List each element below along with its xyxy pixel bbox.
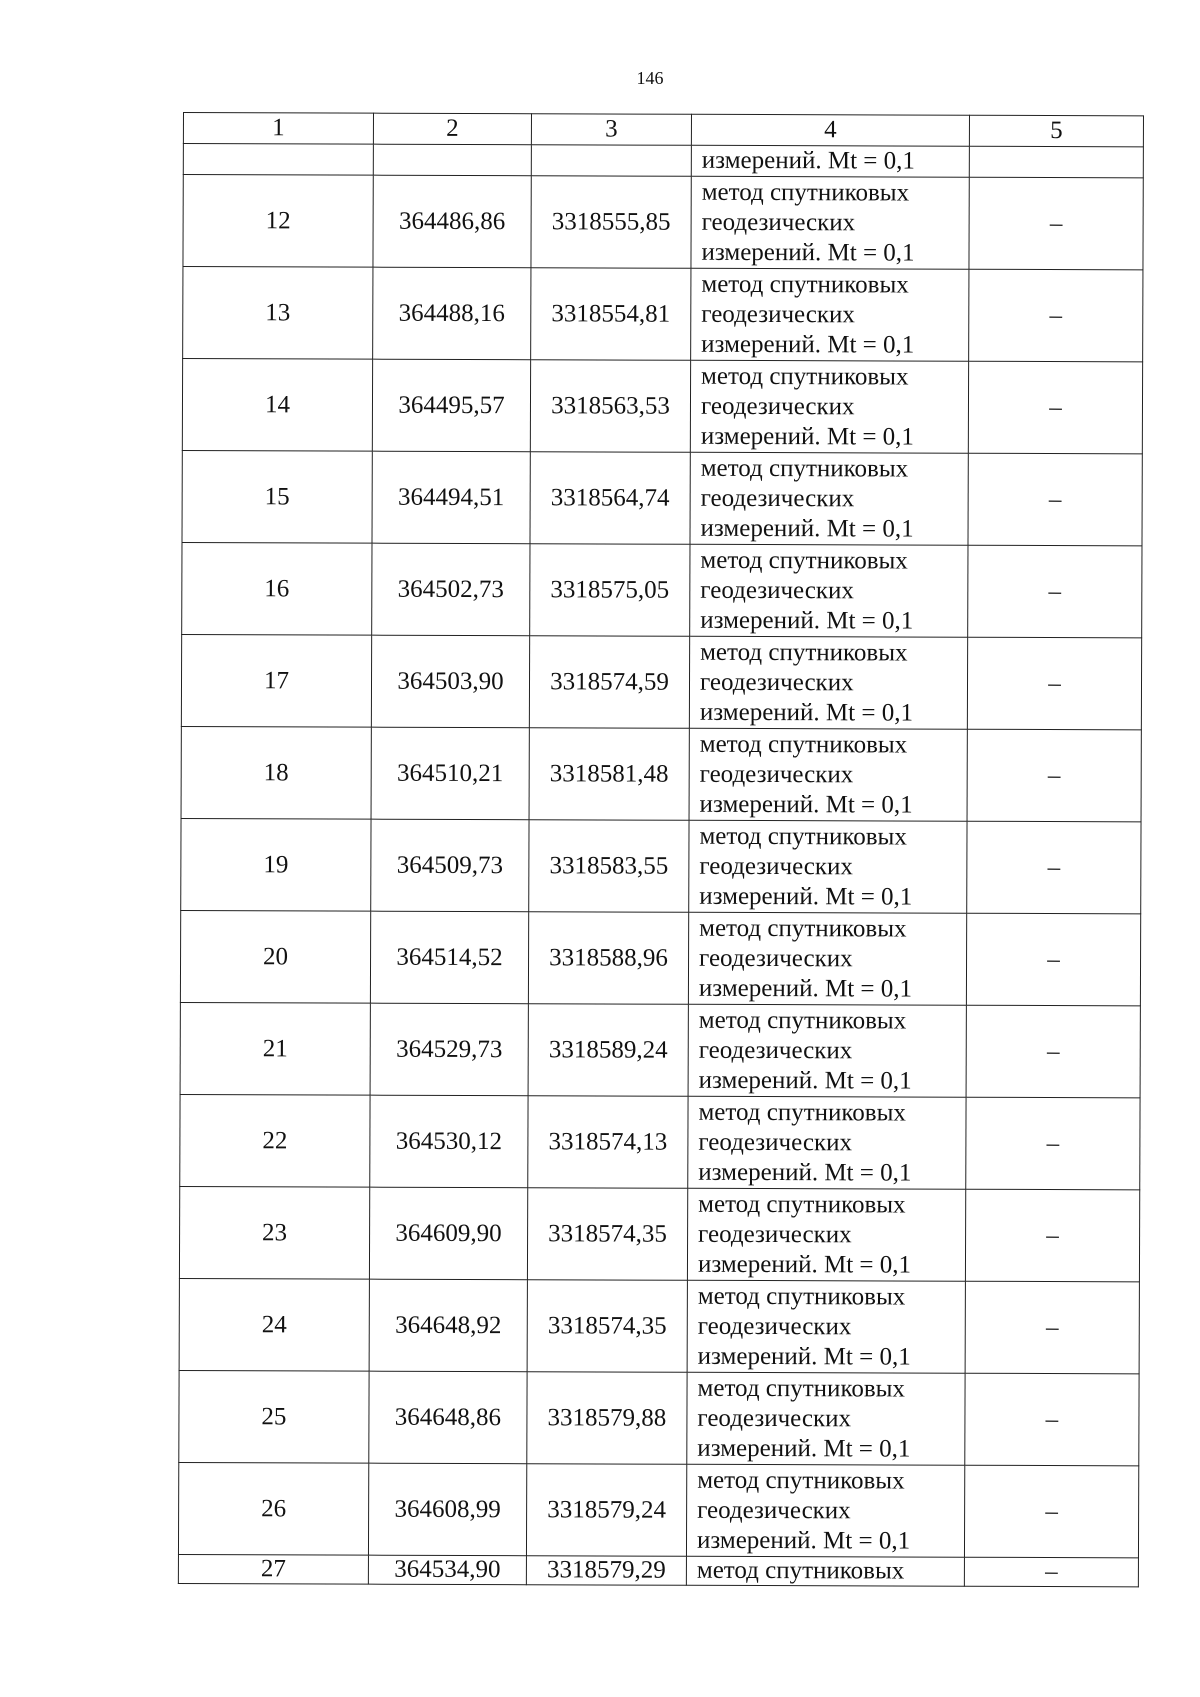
cell-method [686,1556,964,1586]
method-line: геодезических [700,576,854,604]
cell-method [686,1464,964,1557]
table-row [182,359,1142,454]
cell-col5: – [965,1373,1139,1466]
table-row [180,910,1140,1005]
table-row [182,450,1142,545]
cell-x: 364648,86 [369,1371,527,1464]
cell-col5: – [966,1005,1140,1098]
cell-col5: – [965,1189,1139,1282]
cell-point-number: 21 [180,1002,370,1095]
cell-col5: – [964,1465,1138,1558]
cell-x: 364494,51 [372,451,530,544]
cell-method [690,360,968,453]
method-line: метод спутниковых [701,178,910,207]
cell-y [531,145,691,177]
table-row [182,542,1142,637]
cell-method [688,1096,966,1189]
cell-col5: – [968,453,1142,546]
table-row [179,1186,1139,1281]
method-line: метод спутниковых [699,914,907,943]
method-line: геодезических [698,1128,853,1156]
coordinates-table [178,112,1144,1587]
method-line: геодезических [698,1036,853,1064]
cell-y: 3318554,81 [531,268,691,361]
cell-point-number: 19 [181,818,371,911]
cell-point-number: 24 [179,1278,369,1371]
cell-y: 3318574,13 [528,1096,688,1189]
method-line: измерений. Mt = 0,1 [701,238,915,267]
method-line: геодезических [697,1404,852,1432]
cell-point-number: 27 [178,1554,368,1584]
cell-y: 3318589,24 [528,1004,688,1097]
cell-point-number: 15 [182,450,372,543]
method-line: геодезических [701,208,856,236]
table-row [180,1094,1140,1189]
cell-method [687,1188,965,1281]
table-row [180,1002,1140,1097]
cell-x: 364529,73 [370,1003,528,1096]
method-line: геодезических [698,1220,852,1248]
table-row [179,1278,1139,1373]
cell-col5: – [966,913,1140,1006]
cell-method [690,544,968,637]
cell-y: 3318574,59 [529,636,689,729]
cell-col5: – [967,637,1141,730]
cell-col5: – [964,1557,1138,1587]
cell-y: 3318575,05 [530,544,690,637]
cell-col5: – [967,729,1141,822]
cell-y: 3318555,85 [531,176,691,269]
method-line: измерений. Mt = 0,1 [700,514,914,543]
cell-point-number: 16 [182,542,372,635]
cell-y: 3318588,96 [528,912,688,1005]
page-number: 146 [636,68,664,88]
cell-point-number: 12 [183,175,373,268]
cell-y: 3318563,53 [530,360,690,453]
method-line: измерений. Mt = 0,1 [697,1342,911,1371]
cell-point-number: 18 [181,726,371,819]
cell-y: 3318574,35 [527,1280,687,1373]
method-line: измерений. Mt = 0,1 [701,330,915,359]
cell-x: 364648,92 [369,1279,527,1372]
cell-method [690,452,968,545]
cell-col5: – [968,361,1142,454]
cell-method: измерений. Mt = 0,1 [691,145,969,177]
cell-y: 3318574,35 [527,1188,687,1281]
method-line: геодезических [699,760,854,788]
cell-point-number: 13 [183,267,373,360]
cell-y: 3318579,88 [527,1372,687,1465]
cell-point-number: 23 [179,1186,369,1279]
method-line: метод спутниковых [701,362,909,391]
method-line: измерений. Mt = 0,1 [697,1434,911,1463]
cell-y: 3318564,74 [530,452,690,545]
method-line: метод спутниковых [700,638,908,667]
method-line: геодезических [700,484,855,512]
method-line: метод спутниковых [700,546,908,575]
table-row [181,818,1141,913]
method-line: измерений. Mt = 0,1 [698,1158,912,1187]
cell-x: 364488,16 [373,267,531,360]
cell-method [691,268,969,361]
method-line: геодезических [699,944,853,972]
method-line: геодезических [697,1312,852,1340]
cell-point-number: 26 [178,1462,368,1555]
cell-point-number [183,144,373,176]
cell-x: 364530,12 [370,1095,528,1188]
cell-x: 364609,90 [369,1187,527,1280]
method-line: измерений. Mt = 0,1 [700,606,914,635]
cell-point-number: 17 [181,634,371,727]
method-line: метод спутниковых [699,730,908,759]
method-line: измерений. Mt = 0,1 [698,974,913,1003]
coordinates-table-wrapper [178,112,1143,1587]
method-line: измерений. Mt = 0,1 [700,422,914,451]
method-line: измерений. Mt = 0,1 [699,882,913,911]
cell-x: 364608,99 [368,1463,526,1556]
cell-y: 3318579,24 [526,1464,686,1557]
method-line: метод спутниковых [697,1466,905,1495]
header-row [183,113,1143,147]
table-row [179,1370,1139,1465]
method-line: метод спутниковых [699,822,907,851]
cell-point-number: 25 [179,1370,369,1463]
cell-y: 3318583,55 [529,820,689,913]
cell-x: 364510,21 [371,727,529,820]
cell-method [688,1004,966,1097]
cell-method [691,176,969,269]
method-line: метод спутниковых [698,1098,906,1127]
header-cell-3: 3 [531,114,691,146]
method-line: метод спутниковых [697,1374,906,1403]
method-line: измерений. Mt = 0,1 [698,1066,912,1095]
table-row [181,726,1141,821]
method-line: геодезических [701,300,855,328]
method-line: геодезических [699,852,854,880]
cell-y: 3318581,48 [529,728,689,821]
method-line: метод спутниковых [697,1282,906,1311]
cell-col5: – [969,269,1143,362]
cell-point-number: 14 [182,359,372,452]
method-line: метод спутниковых [698,1006,907,1035]
cell-x: 364486,86 [373,175,531,268]
cell-col5: – [965,1281,1139,1374]
continuation-row [183,144,1143,178]
cell-x: 364503,90 [371,635,529,728]
cell-point-number: 22 [180,1094,370,1187]
method-line: метод спутниковых [701,270,909,299]
cell-col5: – [968,545,1142,638]
cell-x: 364502,73 [372,543,530,636]
header-cell-5: 5 [969,115,1143,147]
method-line: измерений. Mt = 0,1 [697,1250,912,1279]
method-line: измерений. Mt = 0,1 [699,698,914,727]
cell-col5: – [967,821,1141,914]
cell-x: 364495,57 [372,359,530,452]
method-line: геодезических [700,392,855,420]
table-row [183,175,1143,270]
table-body [178,113,1143,1587]
method-line: геодезических [697,1496,851,1524]
header-cell-2: 2 [373,113,531,145]
method-line: геодезических [699,668,854,696]
cell-method [689,820,967,913]
cell-col5 [969,146,1143,178]
cell-x: 364514,52 [370,911,528,1004]
cell-method [687,1372,965,1465]
cell-point-number: 20 [180,910,370,1003]
method-line: измерений. Mt = 0,1 [699,790,913,819]
method-line: метод спутниковых [700,454,909,483]
table-row [178,1554,1138,1586]
cell-col5: – [966,1097,1140,1190]
header-cell-4: 4 [691,114,969,146]
method-line: измерений. Mt = 0,1 [696,1526,911,1555]
cell-x [373,144,531,176]
method-line: метод спутниковых [698,1190,906,1219]
cell-x: 364534,90 [368,1555,526,1585]
table-row [183,267,1143,362]
cell-method [689,728,967,821]
table-row [178,1462,1138,1557]
cell-x: 364509,73 [371,819,529,912]
cell-col5: – [969,177,1143,270]
cell-y: 3318579,29 [526,1556,686,1586]
cell-method [688,912,966,1005]
cell-method [687,1280,965,1373]
method-line: метод спутниковых [696,1556,905,1585]
header-cell-1: 1 [183,113,373,145]
table-row [181,634,1141,729]
cell-method [689,636,967,729]
